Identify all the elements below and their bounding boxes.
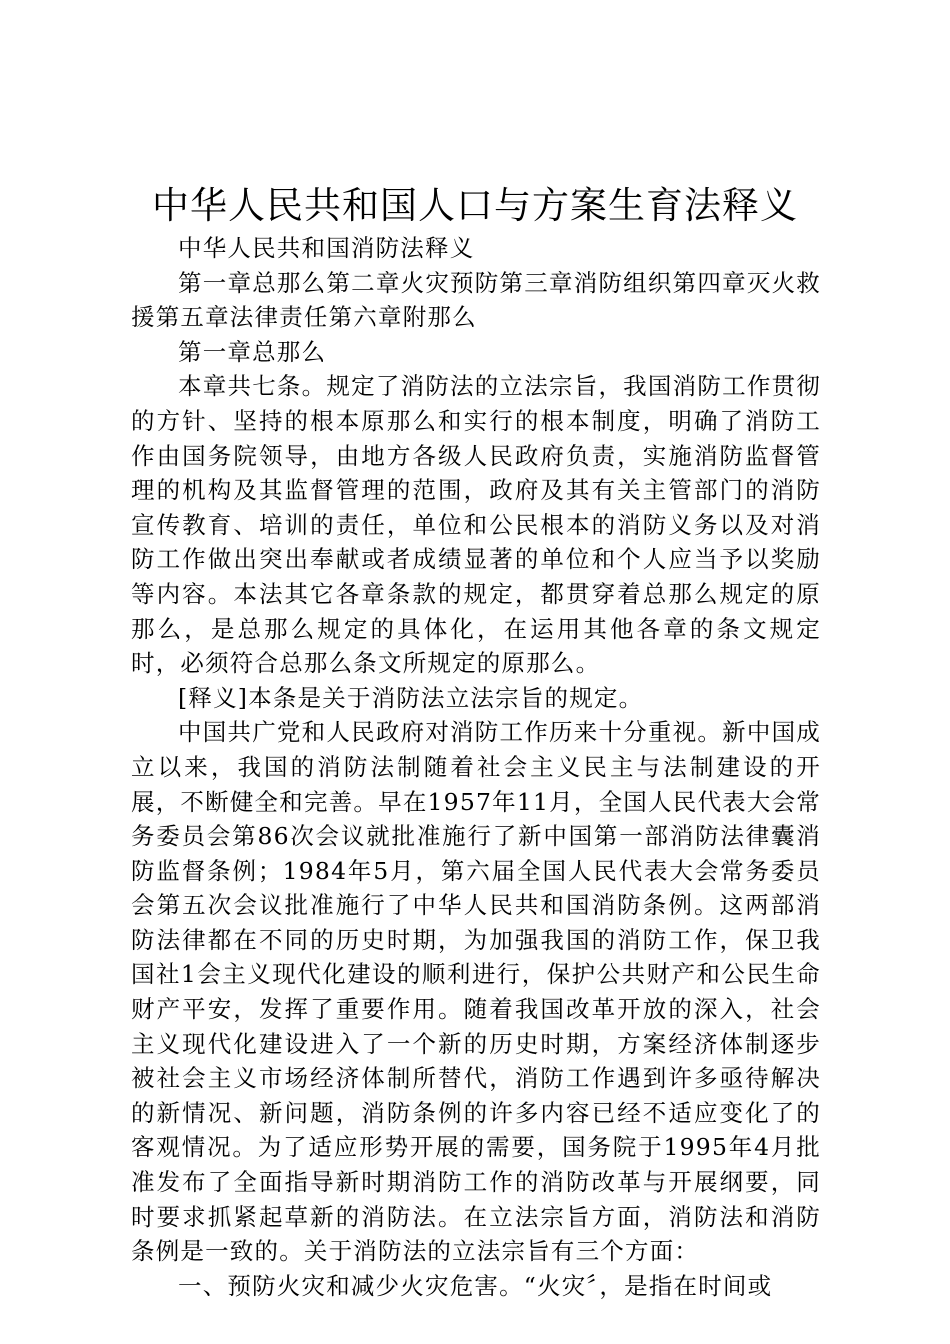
interpretation-paragraph: [释义]本条是关于消防法立法宗旨的规定。 [178, 683, 644, 712]
history-paragraph: 中国共广党和人民政府对消防工作历来十分重视。新中国成立以来，我国的消防法制随着社会主义民主与法制建设的开展，不断健全和完善。早在1957年11月，全国人民代表大会常务委员会第86次会议就批准施行了新中国第一部消防法律囊消防监督条例；1984年5月，第六届全国人民代表大会常务委员会第五次会议批准施行了中华人民共和国消防条例。这两部消防法律都在不同的历史时期，为加强我国的消防工作，保卫我国社1会主义现代化建设的顺利进行，保护公共财产和公民生命财产平安，发挥了重要作用。随着我国改革开放的深入，社会主义现代化建设进入了一个新的历史时期，方案经济体制逐步被社会主义市场经济体制所替代，消防工作遇到许多亟待解决的新情况、新问题，消防条例的许多内容已经不适应变化了的客观情况。为了适应形势开展的需要，国务院于1995年4月批准发布了全面指导新时期消防工作的消防改革与开展纲要，同时要求抓紧起草新的消防法。在立法宗旨方面，消防法和消防条例是一致的。关于消防法的立法宗旨有三个方面： [131, 718, 821, 1266]
chapter-heading: 第一章总那么 [178, 337, 327, 366]
chapter-summary-paragraph: 本章共七条。规定了消防法的立法宗旨，我国消防工作贯彻的方针、坚持的根本原那么和实行的根本制度，明确了消防工作由国务院领导，由地方各级人民政府负责，实施消防监督管理的机构及其监督管理的范围，政府及其有关主管部门的消防宣传教育、培训的责任，单位和公民根本的消防义务以及对消防工作做出突出奉献或者成绩显著的单位和个人应当予以奖励等内容。本法其它各章条款的规定，都贯穿着总那么规定的原那么，是总那么规定的具体化，在运用其他各章的条文规定时，必须符合总那么条文所规定的原那么。 [131, 372, 821, 678]
document-title: 中华人民共和国人口与方案生育法释义 [152, 184, 798, 227]
purpose-one-paragraph: 一、预防火灾和减少火灾危害。“火灾〞，是指在时间或 [178, 1271, 773, 1300]
chapter-list-paragraph: 第一章总那么第二章火灾预防第三章消防组织第四章灭火救援第五章法律责任第六章附那么 [131, 268, 821, 332]
subtitle-paragraph: 中华人民共和国消防法释义 [178, 234, 475, 262]
document-body [131, 231, 821, 1303]
